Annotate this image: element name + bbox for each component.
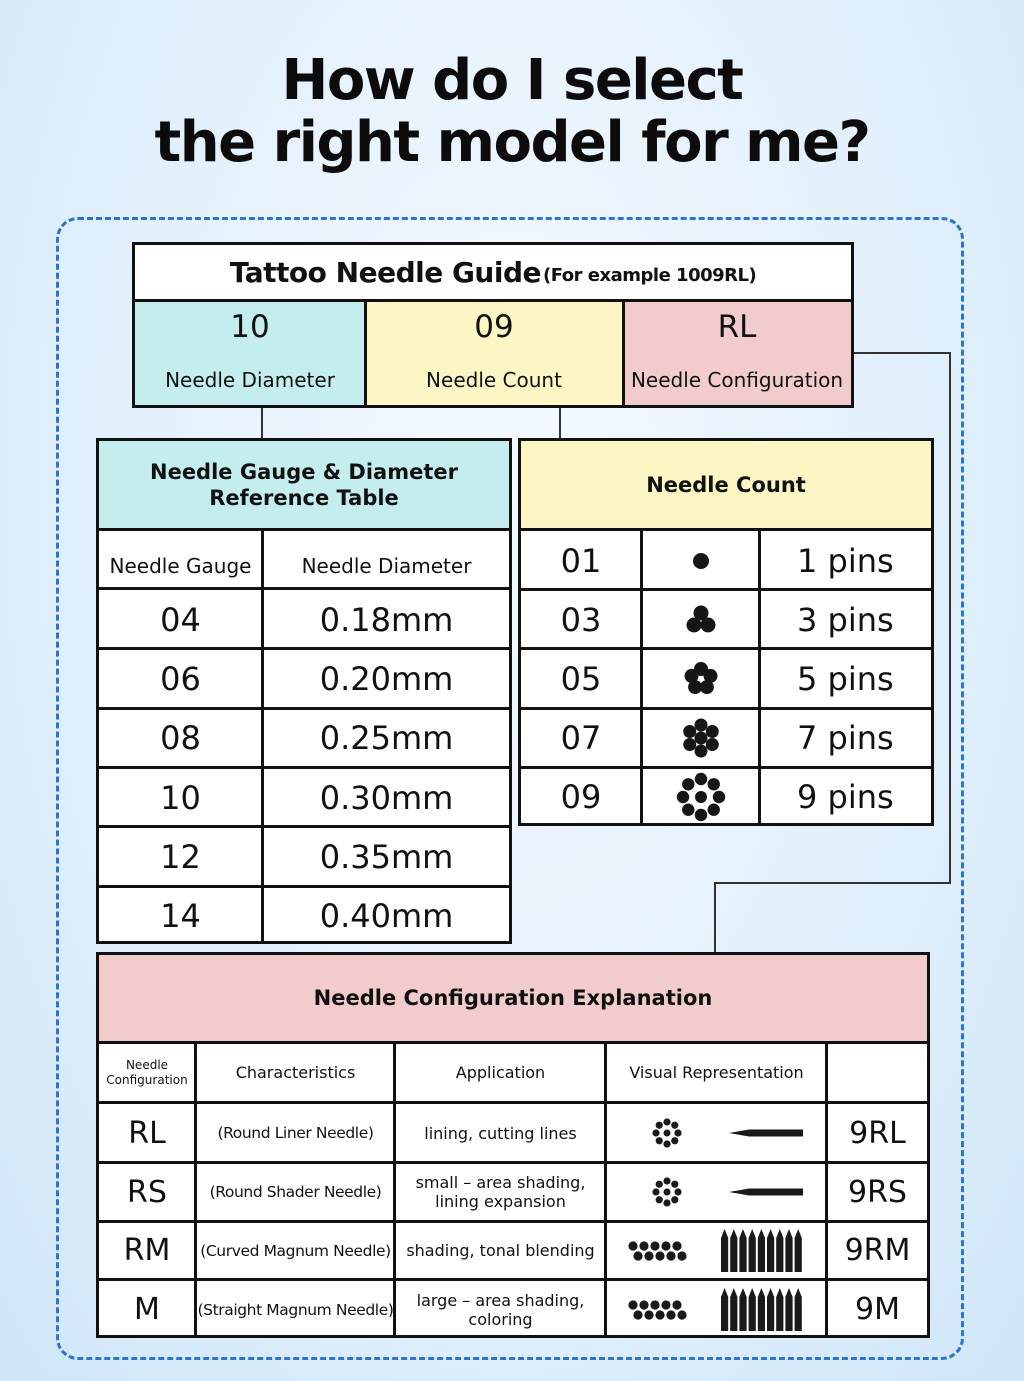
table-rule: [521, 588, 931, 591]
needle-count-table: [518, 438, 934, 826]
pin-dot: [695, 809, 707, 821]
pin-dot: [677, 1251, 686, 1260]
pin-dots: [671, 533, 731, 589]
pin-dot: [644, 1310, 653, 1319]
table-rule: [604, 1041, 607, 1335]
config-code: RS: [127, 1174, 167, 1210]
connector-line: [714, 882, 716, 954]
count-code: 09: [560, 778, 602, 817]
pin-dot: [693, 553, 709, 569]
needle-shape: [730, 1229, 737, 1272]
diameter-value: 0.18mm: [319, 600, 454, 639]
config-characteristics: (Round Liner Needle): [217, 1124, 374, 1143]
count-code: 03: [560, 600, 602, 639]
needle-shape: [767, 1288, 774, 1331]
pin-dot: [639, 1300, 648, 1309]
config-application: large – area shading, coloring: [416, 1290, 585, 1329]
pin-dots: [671, 710, 731, 766]
gauge-title-line: Reference Table: [209, 485, 399, 510]
pin-dot: [655, 1138, 662, 1145]
round-grouping-icon: [607, 1163, 826, 1222]
count-table-title: Needle Count: [646, 472, 806, 497]
config-col-header: Characteristics: [235, 1063, 356, 1082]
pin-dot: [639, 1241, 648, 1250]
config-code: RL: [128, 1115, 166, 1151]
gauge-value: 08: [160, 719, 201, 758]
page-title-line-1: How do I select: [281, 48, 743, 113]
table-rule: [521, 707, 931, 710]
config-characteristics: (Round Shader Needle): [209, 1183, 382, 1202]
needle-shape: [776, 1229, 783, 1272]
needle-shape: [757, 1229, 764, 1272]
magnum-grouping-icon: [607, 1280, 826, 1339]
needle-shape: [785, 1229, 792, 1272]
config-application: small – area shading, lining expansion: [415, 1173, 586, 1212]
table-rule: [521, 647, 931, 650]
pin-dot: [695, 719, 708, 732]
needle-shape: [767, 1229, 774, 1272]
pin-dot: [683, 725, 696, 738]
guide-title-text: Tattoo Needle Guide: [229, 255, 541, 289]
pin-group-icon: [643, 649, 759, 708]
pin-dot: [652, 1189, 659, 1196]
config-col-header: Visual Representation: [629, 1063, 804, 1082]
pin-count-label: 7 pins: [797, 719, 894, 758]
gauge-title-line: Needle Gauge & Diameter: [150, 459, 458, 484]
pin-dot: [663, 1119, 670, 1126]
gauge-col-header: Needle Diameter: [301, 554, 472, 578]
table-rule: [99, 885, 509, 888]
connector-line: [852, 352, 951, 354]
pin-dot: [663, 1178, 670, 1185]
pin-dot: [661, 1300, 670, 1309]
config-example: 9M: [855, 1292, 900, 1328]
table-rule: [99, 707, 509, 710]
pin-dot: [633, 1310, 642, 1319]
pin-dot: [663, 1141, 670, 1148]
pin-dot: [695, 773, 707, 785]
config-col-header: [828, 1044, 927, 1101]
guide-part-code: RL: [717, 308, 757, 345]
pin-group-icon: [643, 590, 759, 649]
needle-shape: [776, 1288, 783, 1331]
pin-dot: [644, 1251, 653, 1260]
pin-count-label: 3 pins: [797, 600, 894, 639]
round-grouping-icon: [607, 1104, 826, 1163]
connector-line: [261, 406, 263, 440]
pin-dot: [706, 738, 719, 751]
pin-dots: [671, 769, 731, 825]
needle-configuration-table: [96, 952, 930, 1338]
pin-dot: [674, 1130, 681, 1137]
table-rule: [99, 1278, 927, 1281]
diameter-value: 0.25mm: [319, 719, 454, 758]
needle-shape: [729, 1189, 803, 1196]
needle-shape: [748, 1229, 755, 1272]
count-code: 07: [560, 719, 602, 758]
needle-shape: [794, 1288, 801, 1331]
needle-shape: [785, 1288, 792, 1331]
table-rule: [622, 299, 625, 405]
pin-dot: [655, 1251, 664, 1260]
pin-dot: [682, 778, 694, 790]
count-code: 01: [560, 541, 602, 580]
needle-visual: [617, 1167, 817, 1217]
count-code: 05: [560, 659, 602, 698]
config-col-header: Needle Configuration: [106, 1057, 188, 1087]
needle-shape: [721, 1288, 728, 1331]
pin-dot: [652, 1130, 659, 1137]
config-characteristics: (Straight Magnum Needle): [197, 1300, 394, 1319]
needle-shape: [794, 1229, 801, 1272]
pin-dots: [671, 592, 731, 648]
config-example: 9RS: [848, 1174, 907, 1210]
pin-dot: [682, 804, 694, 816]
gauge-value: 14: [160, 897, 201, 936]
config-code: RM: [123, 1233, 171, 1269]
gauge-col-header: Needle Gauge: [109, 554, 252, 578]
needle-shape: [748, 1288, 755, 1331]
needle-visual: [617, 1285, 817, 1335]
pin-dot: [677, 791, 689, 803]
table-rule: [640, 528, 643, 823]
gauge-diameter-table: [96, 438, 512, 944]
diameter-value: 0.30mm: [319, 778, 454, 817]
pin-dot: [671, 1196, 678, 1203]
gauge-value: 04: [160, 600, 201, 639]
pin-dot: [708, 804, 720, 816]
pin-dot: [677, 1310, 686, 1319]
pin-dot: [655, 1181, 662, 1188]
table-rule: [261, 528, 264, 941]
pin-dot: [628, 1300, 637, 1309]
table-rule: [393, 1041, 396, 1335]
pin-count-label: 9 pins: [797, 778, 894, 817]
config-characteristics: (Curved Magnum Needle): [200, 1241, 391, 1260]
config-application: shading, tonal blending: [406, 1241, 595, 1261]
guide-part-code: 10: [230, 308, 270, 345]
pin-dot: [672, 1300, 681, 1309]
needle-shape: [721, 1229, 728, 1272]
config-table-title: Needle Configuration Explanation: [313, 986, 713, 1010]
guide-part-label: Needle Diameter: [165, 367, 335, 392]
table-rule: [99, 1161, 927, 1164]
diameter-value: 0.20mm: [319, 659, 454, 698]
table-rule: [758, 528, 761, 823]
table-rule: [99, 647, 509, 650]
guide-example: (For example 1009RL): [543, 264, 757, 286]
pin-dot: [695, 791, 707, 803]
table-rule: [194, 1041, 197, 1335]
needle-guide-box: [132, 242, 854, 408]
connector-line: [714, 882, 951, 884]
pin-dot: [695, 745, 708, 758]
table-rule: [825, 1041, 828, 1335]
guide-title: [135, 245, 851, 299]
connector-line: [949, 352, 951, 884]
pin-dot: [672, 1241, 681, 1250]
pin-group-icon: [643, 531, 759, 590]
pin-count-label: 5 pins: [797, 659, 894, 698]
pin-dot: [655, 1310, 664, 1319]
needle-visual: [617, 1226, 817, 1276]
needle-shape: [730, 1288, 737, 1331]
diameter-value: 0.35mm: [319, 837, 454, 876]
config-code: M: [134, 1292, 160, 1328]
gauge-value: 12: [160, 837, 201, 876]
pin-dot: [628, 1241, 637, 1250]
pin-dots: [671, 651, 731, 707]
magnum-grouping-icon: [607, 1222, 826, 1281]
connector-line: [559, 406, 561, 440]
pin-dot: [650, 1241, 659, 1250]
pin-dot: [695, 732, 708, 745]
page-title-line-2: the right model for me?: [154, 110, 870, 175]
config-application: lining, cutting lines: [424, 1123, 577, 1143]
table-rule: [521, 766, 931, 769]
page-title: [0, 50, 1024, 174]
config-example: 9RM: [844, 1233, 911, 1269]
pin-dot: [671, 1181, 678, 1188]
table-rule: [364, 299, 367, 405]
pin-group-icon: [643, 768, 759, 827]
pin-dot: [666, 1251, 675, 1260]
pin-dot: [701, 617, 716, 632]
needle-shape: [757, 1288, 764, 1331]
pin-dot: [683, 738, 696, 751]
gauge-table-title: [99, 441, 509, 528]
table-rule: [99, 1220, 927, 1223]
guide-part-label: Needle Count: [426, 367, 562, 392]
pin-dot: [671, 1138, 678, 1145]
pin-dot: [661, 1241, 670, 1250]
config-example: 9RL: [849, 1115, 906, 1151]
guide-part-label: Needle Configuration: [630, 367, 844, 392]
pin-dot: [655, 1196, 662, 1203]
config-col-header: Application: [455, 1063, 546, 1082]
needle-shape: [739, 1229, 746, 1272]
pin-dot: [633, 1251, 642, 1260]
pin-dot: [650, 1300, 659, 1309]
pin-dot: [706, 725, 719, 738]
gauge-value: 10: [160, 778, 201, 817]
pin-dot: [674, 1189, 681, 1196]
pin-group-icon: [643, 709, 759, 768]
needle-shape: [729, 1130, 803, 1137]
guide-part-code: 09: [474, 308, 514, 345]
gauge-value: 06: [160, 659, 201, 698]
pin-count-label: 1 pins: [797, 541, 894, 580]
pin-dot: [666, 1310, 675, 1319]
pin-dot: [684, 669, 698, 683]
pin-dot: [663, 1200, 670, 1207]
pin-dot: [655, 1122, 662, 1129]
needle-visual: [617, 1108, 817, 1158]
needle-shape: [739, 1288, 746, 1331]
pin-dot: [687, 617, 702, 632]
table-rule: [99, 825, 509, 828]
pin-dot: [671, 1122, 678, 1129]
table-rule: [99, 766, 509, 769]
pin-dot: [708, 778, 720, 790]
diameter-value: 0.40mm: [319, 897, 454, 936]
pin-dot: [713, 791, 725, 803]
